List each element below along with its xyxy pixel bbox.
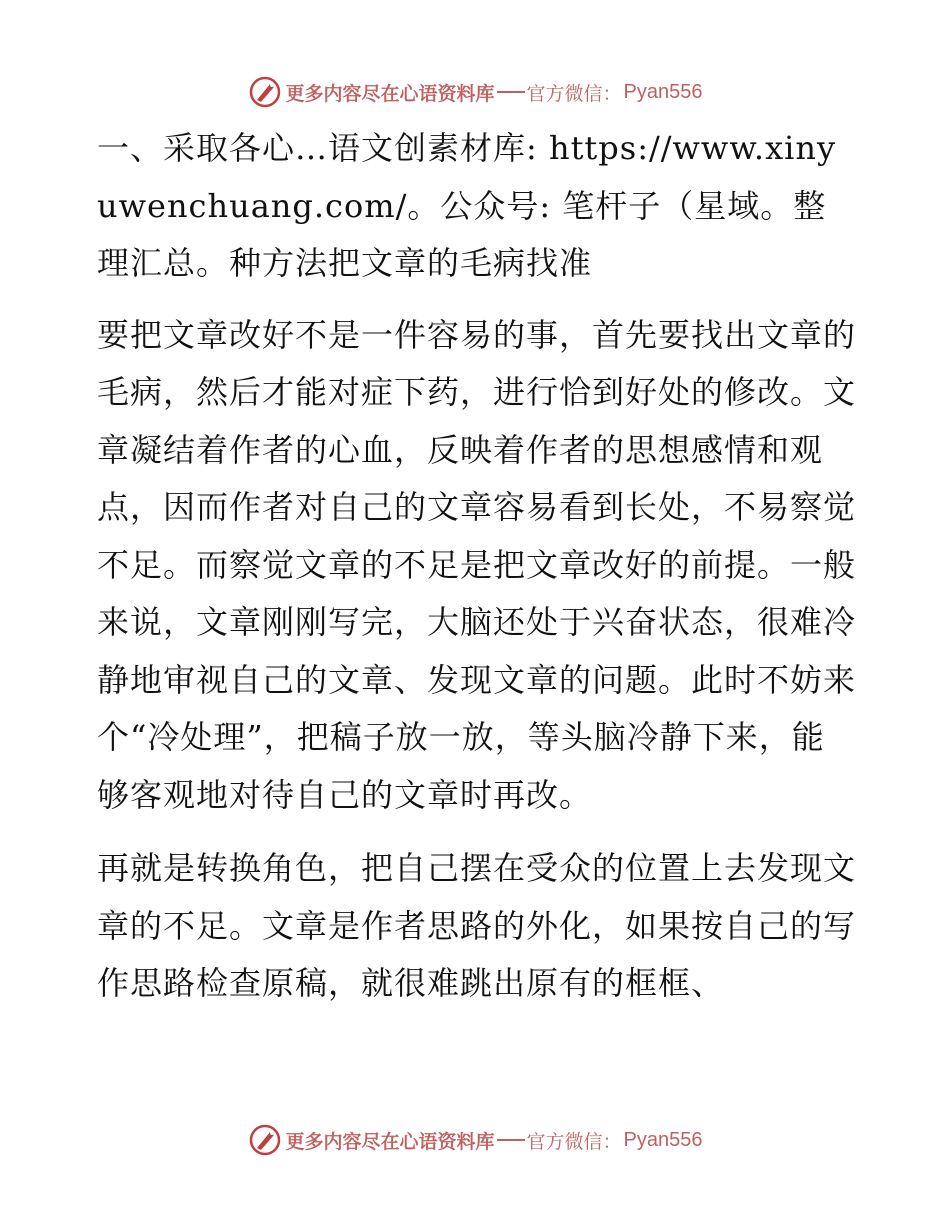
watermark-wechat-id: Pyan556 bbox=[623, 80, 703, 103]
watermark-dash bbox=[497, 1139, 525, 1141]
watermark-dash bbox=[497, 91, 525, 93]
footer-watermark bbox=[0, 1120, 950, 1160]
paragraph-1: 一、采取各心…语文创素材库: https://www.xinyuwenchuang.com/。公众号: 笔杆子（星域。整理汇总。种方法把文章的毛病找准 bbox=[97, 129, 837, 282]
pen-logo-icon bbox=[248, 1123, 282, 1157]
watermark-text: 更多内容尽在心语资料库 bbox=[285, 82, 495, 105]
paragraph-2: 要把文章改好不是一件容易的事，首先要找出文章的毛病，然后才能对症下药，进行恰到好处的修改。文章凝结着作者的心血，反映着作者的思想感情和观点，因而作者对自己的文章容易看到长处，不易察觉不足。而察觉文章的不足是把文章改好的前提。一般来说，文章刚刚写完，大脑还处于兴奋状态，很难冷静地审视自己的文章、发现文章的问题。此时不妨来个“冷处理”，把稿子放一放，等头脑冷静下来，能够客观地对待自己的文章时再改。 bbox=[97, 315, 857, 814]
watermark-text: 更多内容尽在心语资料库 bbox=[285, 1130, 495, 1153]
header-watermark bbox=[0, 72, 950, 112]
paragraph-3: 再就是转换角色，把自己摆在受众的位置上去发现文章的不足。文章是作者思路的外化，如果按自己的写作思路检查原稿，就很难跳出原有的框框、 bbox=[97, 849, 857, 1002]
watermark-wechat-id: Pyan556 bbox=[623, 1128, 703, 1151]
watermark-wechat-label: 官方微信： bbox=[526, 1130, 622, 1153]
watermark-wechat-label: 官方微信： bbox=[526, 82, 622, 105]
document-body bbox=[97, 120, 857, 1013]
pen-logo-icon bbox=[248, 75, 282, 109]
